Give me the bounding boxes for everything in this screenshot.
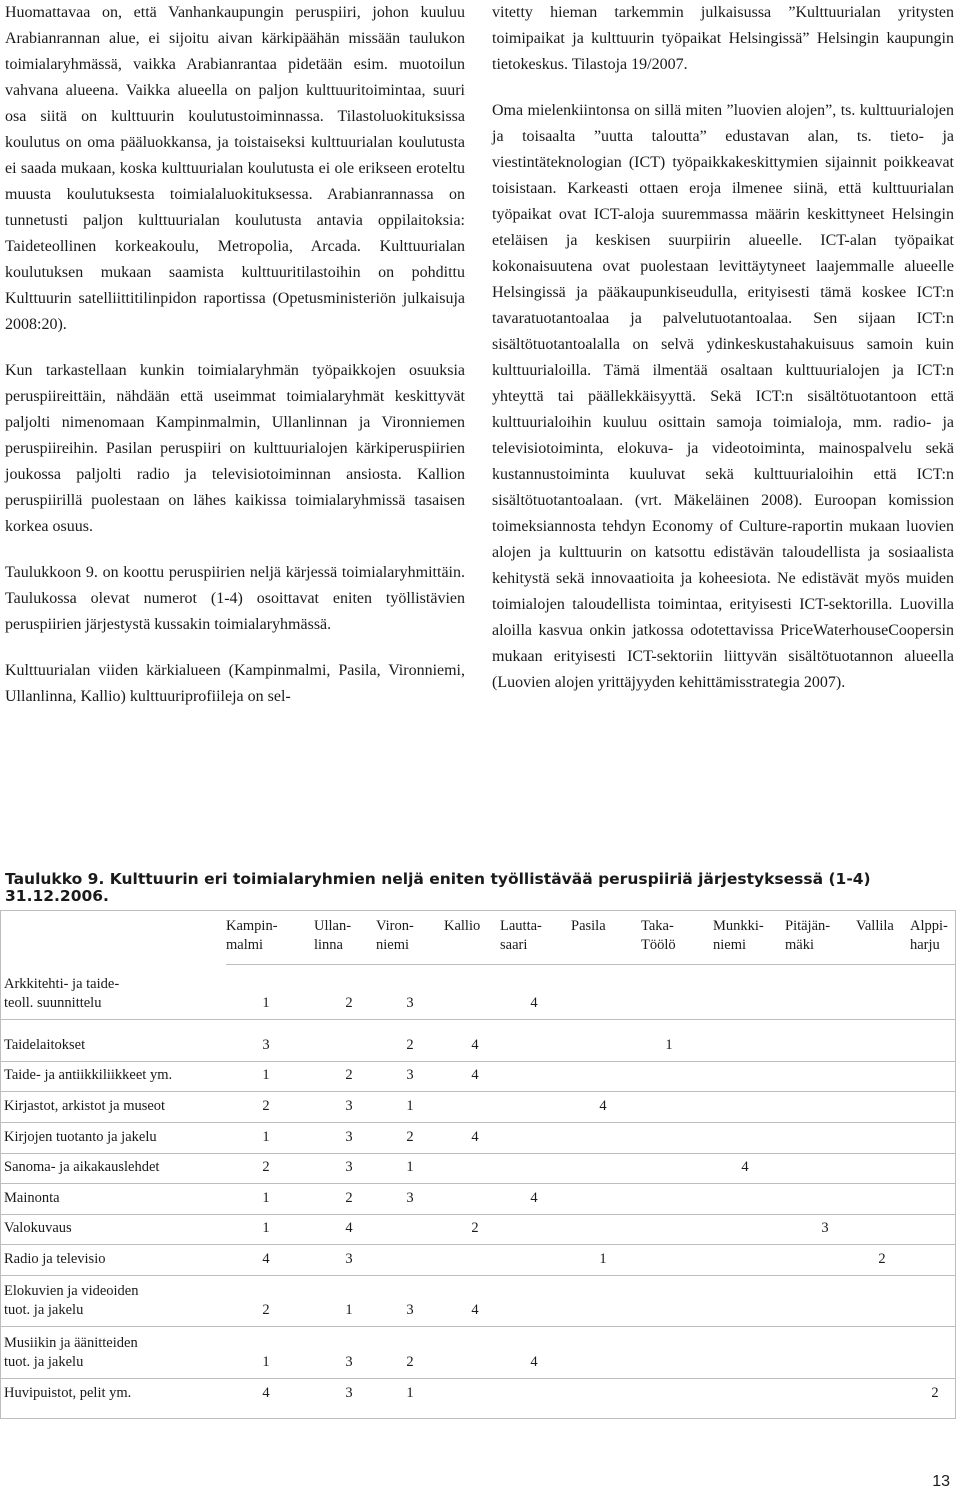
rank-cell: 1 [262, 1190, 270, 1206]
column-header-line: Munkki- [713, 918, 764, 934]
rank-cell: 1 [262, 1129, 270, 1145]
row-divider [0, 1326, 956, 1327]
row-divider [0, 1244, 956, 1245]
rank-cell: 2 [345, 1190, 353, 1206]
rank-cell: 2 [262, 1098, 270, 1114]
row-divider [0, 1061, 956, 1062]
column-header-line: harju [910, 937, 940, 953]
column-header-line: linna [314, 937, 343, 953]
rank-cell: 2 [406, 1037, 414, 1053]
column-header [641, 917, 676, 955]
column-header [785, 917, 830, 955]
rank-cell: 2 [262, 1159, 270, 1175]
row-label-line: Taidelaitokset [4, 1037, 86, 1053]
rank-cell: 4 [530, 1354, 538, 1370]
column-header-line: Vallila [856, 918, 894, 934]
paragraph: Kun tarkastellaan kunkin toimialaryhmän työpaikkojen osuuksia peruspiireittäin, nähdään että useimmat toimialaryhmät keskittyvät paljolti nimenomaan Kampinmalmin, Ullanlinnan ja Vironniemen peruspiireihin. Pasilan peruspiiri on kulttuurialojen kärkiperuspiirien joukossa paljolti radio ja televisiotoiminnan ansiosta. Kallion peruspiirillä puolestaan on lähes kaikissa toimialaryhmissä tasaisen korkea osuus. [5, 362, 465, 535]
column-header-line: niemi [376, 937, 410, 953]
table-right-border [955, 910, 956, 1418]
rank-cell: 1 [262, 1220, 270, 1236]
column-header-line: Alppi- [910, 918, 948, 934]
paragraph: Oma mielenkiintonsa on sillä miten ”luovien alojen”, ts. kulttuurialojen ja toisaalta ”uutta taloutta” edustavan alan, ts. tieto- ja viestintäteknologian (ICT) työpaikkakeskittymien sijainnit poikkeavat toisistaan. Karkeasti ottaen eroja ilmenee siinä, että kulttuurialan työpaikat ovat ICT-aloja suuremmassa määrin keskittyneet Helsingin eteläisen ja keskisen suurpiirin alueelle. ICT-alan työpaikat kokonaisuutena ovat puolestaan levittäytyneet laajemmalle alueelle Helsingissä ja pääkaupunkiseudulla, erityisesti tämä koskee ICT:n tavaratuotantoalaa ja palvelutuotantoalaa. Sen sijaan ICT:n sisältötuotantoalalla on selvä ydinkeskustahakuisuus samoin kuin kulttuurialoilla. Tämä ilmentää osaltaan kulttuurialojen ja ICT:n yhteyttä tai päällekkäisyyttä. Sekä ICT:n sisältötuotantoon että kulttuurialoihin kuuluu osittain samoja toimialoja, mm. radio- ja televisiotoiminta, elokuva- ja videotoiminta, mainospalvelu sekä kustannustoiminta kuuluvat sekä kulttuurialoihin että ICT:n sisältötuotantoalaan. (vrt. Mäkeläinen 2008). Euroopan komission toimeksiannosta tehdyn Economy of Culture-raportin mukaan luovien alojen ja kulttuurin on katsottu edistävän taloudellista ja sosiaalista kehitystä sekä innovaatioita ja koheesiota. Ne edistävät myös muiden toimialojen taloudellista toimintaa, erityisesti ICT-sektorilla. Luovilla aloilla kasvua onkin jatkossa odotettavissa PriceWaterhouseCoopersin mukaan erityisesti ICT-sektoriin liittyvän sisältötuotannon alueella (Luovien alojen yrittäjyyden kehittämisstrategia 2007). [492, 102, 954, 691]
row-label [4, 1066, 172, 1085]
row-label [4, 1384, 131, 1403]
rank-cell: 2 [406, 1129, 414, 1145]
rank-cell: 3 [345, 1385, 353, 1401]
rank-cell: 4 [262, 1385, 270, 1401]
row-label-line: Valokuvaus [4, 1220, 72, 1236]
rank-cell: 3 [345, 1251, 353, 1267]
header-divider [226, 964, 956, 965]
table-bottom-border [0, 1418, 956, 1419]
column-header-line: Viron- [376, 918, 414, 934]
row-label-line: Kirjojen tuotanto ja jakelu [4, 1129, 157, 1145]
row-label [4, 1036, 85, 1055]
paragraph: Taulukkoon 9. on koottu peruspiirien neljä kärjessä toimialaryhmittäin. Taulukossa olevat numerot (1-4) osoittavat eniten työllistävien peruspiirien järjestystä kussakin toimialaryhmässä. [5, 564, 465, 633]
row-divider [0, 1153, 956, 1154]
row-label [4, 1128, 157, 1147]
row-label-line: Arkkitehti- ja taide- [4, 976, 120, 992]
row-divider [0, 1275, 956, 1276]
row-label-line: tuot. ja jakelu [4, 1354, 84, 1370]
rank-cell: 3 [406, 995, 414, 1011]
row-label-line: Musiikin ja äänitteiden [4, 1335, 138, 1351]
row-divider [0, 1378, 956, 1379]
rank-cell: 4 [471, 1067, 479, 1083]
row-label-line: Kirjastot, arkistot ja museot [4, 1098, 166, 1114]
column-header-line: saari [500, 937, 528, 953]
rank-cell: 3 [821, 1220, 829, 1236]
column-header [910, 917, 948, 955]
rank-cell: 1 [262, 995, 270, 1011]
rank-cell: 4 [741, 1159, 749, 1175]
rank-cell: 4 [471, 1302, 479, 1318]
column-header-line: malmi [226, 937, 264, 953]
rank-cell: 3 [345, 1354, 353, 1370]
row-label [4, 1219, 72, 1238]
rank-cell: 3 [345, 1159, 353, 1175]
rank-cell: 3 [345, 1098, 353, 1114]
row-divider [0, 1214, 956, 1215]
rank-cell: 3 [345, 1129, 353, 1145]
column-header-line: Kampin- [226, 918, 278, 934]
row-label [4, 1158, 159, 1177]
column-header-line: Kallio [444, 918, 481, 934]
rank-cell: 4 [471, 1037, 479, 1053]
table-title: Taulukko 9. Kulttuurin eri toimialaryhmien neljä eniten työllistävää peruspiiriä järjestyksessä (1-4) 31.12.2006. [5, 870, 871, 905]
rank-cell: 1 [599, 1251, 607, 1267]
column-header [713, 917, 764, 955]
row-divider [0, 1019, 956, 1020]
column-header [226, 917, 278, 955]
row-divider [0, 1091, 956, 1092]
rank-cell: 3 [262, 1037, 270, 1053]
rank-cell: 2 [406, 1354, 414, 1370]
row-label [4, 1334, 138, 1372]
column-header-line: Pasila [571, 918, 606, 934]
rank-cell: 4 [471, 1129, 479, 1145]
column-header-line: Ullan- [314, 918, 352, 934]
rank-cell: 1 [345, 1302, 353, 1318]
row-label [4, 1250, 105, 1269]
row-divider [0, 1122, 956, 1123]
rank-cell: 1 [262, 1354, 270, 1370]
row-label-line: tuot. ja jakelu [4, 1302, 84, 1318]
right-text-column [492, 0, 954, 716]
rank-cell: 4 [530, 1190, 538, 1206]
row-label [4, 1189, 60, 1208]
column-header-line: Pitäjän- [785, 918, 831, 934]
column-header-line: Taka- [641, 918, 674, 934]
row-divider [0, 1183, 956, 1184]
rank-cell: 1 [406, 1385, 414, 1401]
row-label [4, 1282, 139, 1320]
rank-cell: 3 [406, 1302, 414, 1318]
row-label-line: Elokuvien ja videoiden [4, 1283, 139, 1299]
rank-cell: 1 [262, 1067, 270, 1083]
column-header [500, 917, 542, 955]
rank-cell: 3 [406, 1190, 414, 1206]
column-header [376, 917, 414, 955]
rank-cell: 2 [931, 1385, 939, 1401]
rank-cell: 3 [406, 1067, 414, 1083]
column-header [571, 917, 606, 936]
rank-cell: 2 [345, 995, 353, 1011]
rank-cell: 2 [471, 1220, 479, 1236]
column-header [314, 917, 351, 955]
rank-cell: 4 [345, 1220, 353, 1236]
row-label-line: Sanoma- ja aikakauslehdet [4, 1159, 160, 1175]
row-label-line: Huvipuistot, pelit ym. [4, 1385, 132, 1401]
rank-cell: 4 [599, 1098, 607, 1114]
column-header-line: mäki [785, 937, 814, 953]
column-header-line: Lautta- [500, 918, 542, 934]
column-header-line: niemi [713, 937, 747, 953]
rank-cell: 1 [665, 1037, 673, 1053]
rank-cell: 1 [406, 1098, 414, 1114]
row-label-line: Radio ja televisio [4, 1251, 106, 1267]
row-label [4, 1097, 165, 1116]
paragraph: Kulttuurialan viiden kärkialueen (Kampinmalmi, Pasila, Vironniemi, Ullanlinna, Kallio) kulttuuriprofiileja on sel- [5, 662, 465, 705]
paragraph: Huomattavaa on, että Vanhankaupungin peruspiiri, johon kuuluu Arabianrannan alue, ei sijoitu aivan kärkipäähän missään taulukon toimialaryhmässä, vaikka Arabianrantaa pidetään esim. muotoilun vahvana alueena. Vaikka alueella on paljon kulttuuritoimintaa, suuri osa siitä on kulttuurin koulutustoiminnassa. Tilastoluokituksissa koulutus on oma pääluokkansa, ja toistaiseksi kulttuurialan koulutusta ei saada mukaan, koska kulttuurialan koulutusta ei ole erikseen eroteltu muusta koulutuksesta toimialaluokituksessa. Arabianrannassa on tunnetusti paljon kulttuurialan koulutusta antavia oppilaitoksia: Taideteollinen korkeakoulu, Metropolia, Arcada. Kulttuurialan koulutuksen mukaan saamista kulttuuritilastoihin on pohdittu Kulttuurin satelliittitilinpidon raportissa (Opetusministeriön julkaisuja 2008:20). [5, 4, 465, 333]
rank-cell: 2 [878, 1251, 886, 1267]
page-number: 13 [932, 1473, 950, 1490]
ranking-table [0, 910, 956, 1418]
column-header [444, 917, 480, 936]
paragraph: vitetty hieman tarkemmin julkaisussa ”Kulttuurialan yritysten toimipaikat ja kulttuurin työpaikat Helsingissä” Helsingin kaupungin tietokeskus. Tilastoja 19/2007. [492, 4, 954, 73]
table-top-border [0, 910, 956, 911]
rank-cell: 2 [345, 1067, 353, 1083]
row-label-line: teoll. suunnittelu [4, 995, 102, 1011]
row-label-line: Taide- ja antiikkiliikkeet ym. [4, 1067, 173, 1083]
left-text-column [5, 0, 465, 730]
rank-cell: 1 [406, 1159, 414, 1175]
rank-cell: 2 [262, 1302, 270, 1318]
rank-cell: 4 [530, 995, 538, 1011]
column-header-line: Töölö [641, 937, 676, 953]
rank-cell: 4 [262, 1251, 270, 1267]
column-header [856, 917, 894, 936]
row-label-line: Mainonta [4, 1190, 60, 1206]
table-left-border [0, 910, 1, 1418]
row-label [4, 975, 119, 1013]
